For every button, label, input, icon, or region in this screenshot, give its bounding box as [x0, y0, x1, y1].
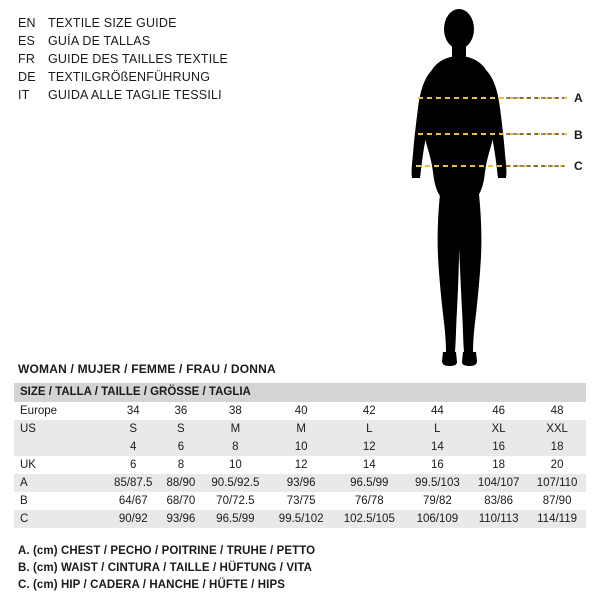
cell: 36 [160, 402, 201, 420]
language-code-fr: FR [18, 52, 36, 66]
cell: 102.5/105 [333, 510, 406, 528]
cell: 88/90 [160, 474, 201, 492]
row-label: UK [14, 456, 106, 474]
cell: S [106, 420, 160, 438]
language-code-it: IT [18, 88, 30, 102]
language-text-de: TEXTILGRÖßENFÜHRUNG [48, 70, 211, 84]
cell: 83/86 [469, 492, 528, 510]
cell: 93/96 [160, 510, 201, 528]
language-text-fr: GUIDE DES TAILLES TEXTILE [48, 52, 229, 66]
cell: 90.5/92.5 [201, 474, 269, 492]
cell: 8 [201, 438, 269, 456]
row-label: US [14, 420, 106, 438]
cell: 8 [160, 456, 201, 474]
cell: L [333, 420, 406, 438]
cell: 76/78 [333, 492, 406, 510]
female-silhouette-icon [350, 0, 600, 375]
cell: M [201, 420, 269, 438]
cell: 90/92 [106, 510, 160, 528]
cell: 73/75 [269, 492, 333, 510]
cell: 99.5/102 [269, 510, 333, 528]
table-row [14, 438, 586, 456]
body-figure [350, 0, 600, 375]
cell: 16 [406, 456, 470, 474]
cell: 96.5/99 [333, 474, 406, 492]
cell: 44 [406, 402, 470, 420]
cell: 6 [160, 438, 201, 456]
measure-marker-b: B [574, 128, 583, 142]
row-label: C [14, 510, 106, 528]
cell: 110/113 [469, 510, 528, 528]
language-text-es: GUÍA DE TALLAS [48, 34, 151, 48]
cell: 107/110 [528, 474, 586, 492]
table-row [14, 420, 586, 438]
cell: 93/96 [269, 474, 333, 492]
language-code-es: ES [18, 34, 36, 48]
language-row-es [18, 34, 348, 52]
language-list [18, 16, 348, 106]
cell: 18 [469, 456, 528, 474]
table-row [14, 474, 586, 492]
cell: 14 [333, 456, 406, 474]
cell: 12 [269, 456, 333, 474]
cell: 68/70 [160, 492, 201, 510]
cell: 70/72.5 [201, 492, 269, 510]
cell: 10 [201, 456, 269, 474]
language-row-fr [18, 52, 348, 70]
language-row-de [18, 70, 348, 88]
cell: M [269, 420, 333, 438]
cell: 10 [269, 438, 333, 456]
row-label [14, 438, 106, 456]
cell: L [406, 420, 470, 438]
table-header-label: SIZE / TALLA / TAILLE / GRÖSSE / TAGLIA [14, 383, 586, 402]
cell: 18 [528, 438, 586, 456]
section-title-woman: WOMAN / MUJER / FEMME / FRAU / DONNA [18, 362, 276, 376]
language-text-it: GUIDA ALLE TAGLIE TESSILI [48, 88, 222, 102]
cell: 34 [106, 402, 160, 420]
cell: 106/109 [406, 510, 470, 528]
cell: 99.5/103 [406, 474, 470, 492]
language-row-en [18, 16, 348, 34]
cell: 96.5/99 [201, 510, 269, 528]
note-hip: C. (cm) HIP / CADERA / HANCHE / HÜFTE / HIPS [18, 579, 286, 591]
language-row-it [18, 88, 348, 106]
note-waist: B. (cm) WAIST / CINTURA / TAILLE / HÜFTUNG / VITA [18, 562, 313, 574]
measure-marker-a: A [574, 91, 583, 105]
cell: S [160, 420, 201, 438]
cell: 46 [469, 402, 528, 420]
row-label: B [14, 492, 106, 510]
language-code-de: DE [18, 70, 36, 84]
cell: 12 [333, 438, 406, 456]
table-header-row [14, 383, 586, 402]
note-chest: A. (cm) CHEST / PECHO / POITRINE / TRUHE / PETTO [18, 545, 316, 557]
cell: 16 [469, 438, 528, 456]
measurement-notes [18, 543, 315, 594]
cell: 14 [406, 438, 470, 456]
cell: 40 [269, 402, 333, 420]
language-code-en: EN [18, 16, 36, 30]
size-table [14, 383, 586, 528]
measure-marker-c: C [574, 159, 583, 173]
cell: 64/67 [106, 492, 160, 510]
table-row [14, 510, 586, 528]
cell: XL [469, 420, 528, 438]
cell: 85/87.5 [106, 474, 160, 492]
row-label: Europe [14, 402, 106, 420]
cell: 42 [333, 402, 406, 420]
cell: 104/107 [469, 474, 528, 492]
cell: 20 [528, 456, 586, 474]
table-row [14, 402, 586, 420]
cell: 114/119 [528, 510, 586, 528]
table-row [14, 492, 586, 510]
cell: 4 [106, 438, 160, 456]
cell: 87/90 [528, 492, 586, 510]
language-text-en: TEXTILE SIZE GUIDE [48, 16, 177, 30]
cell: 48 [528, 402, 586, 420]
cell: 6 [106, 456, 160, 474]
row-label: A [14, 474, 106, 492]
table-row [14, 456, 586, 474]
cell: 79/82 [406, 492, 470, 510]
cell: 38 [201, 402, 269, 420]
cell: XXL [528, 420, 586, 438]
